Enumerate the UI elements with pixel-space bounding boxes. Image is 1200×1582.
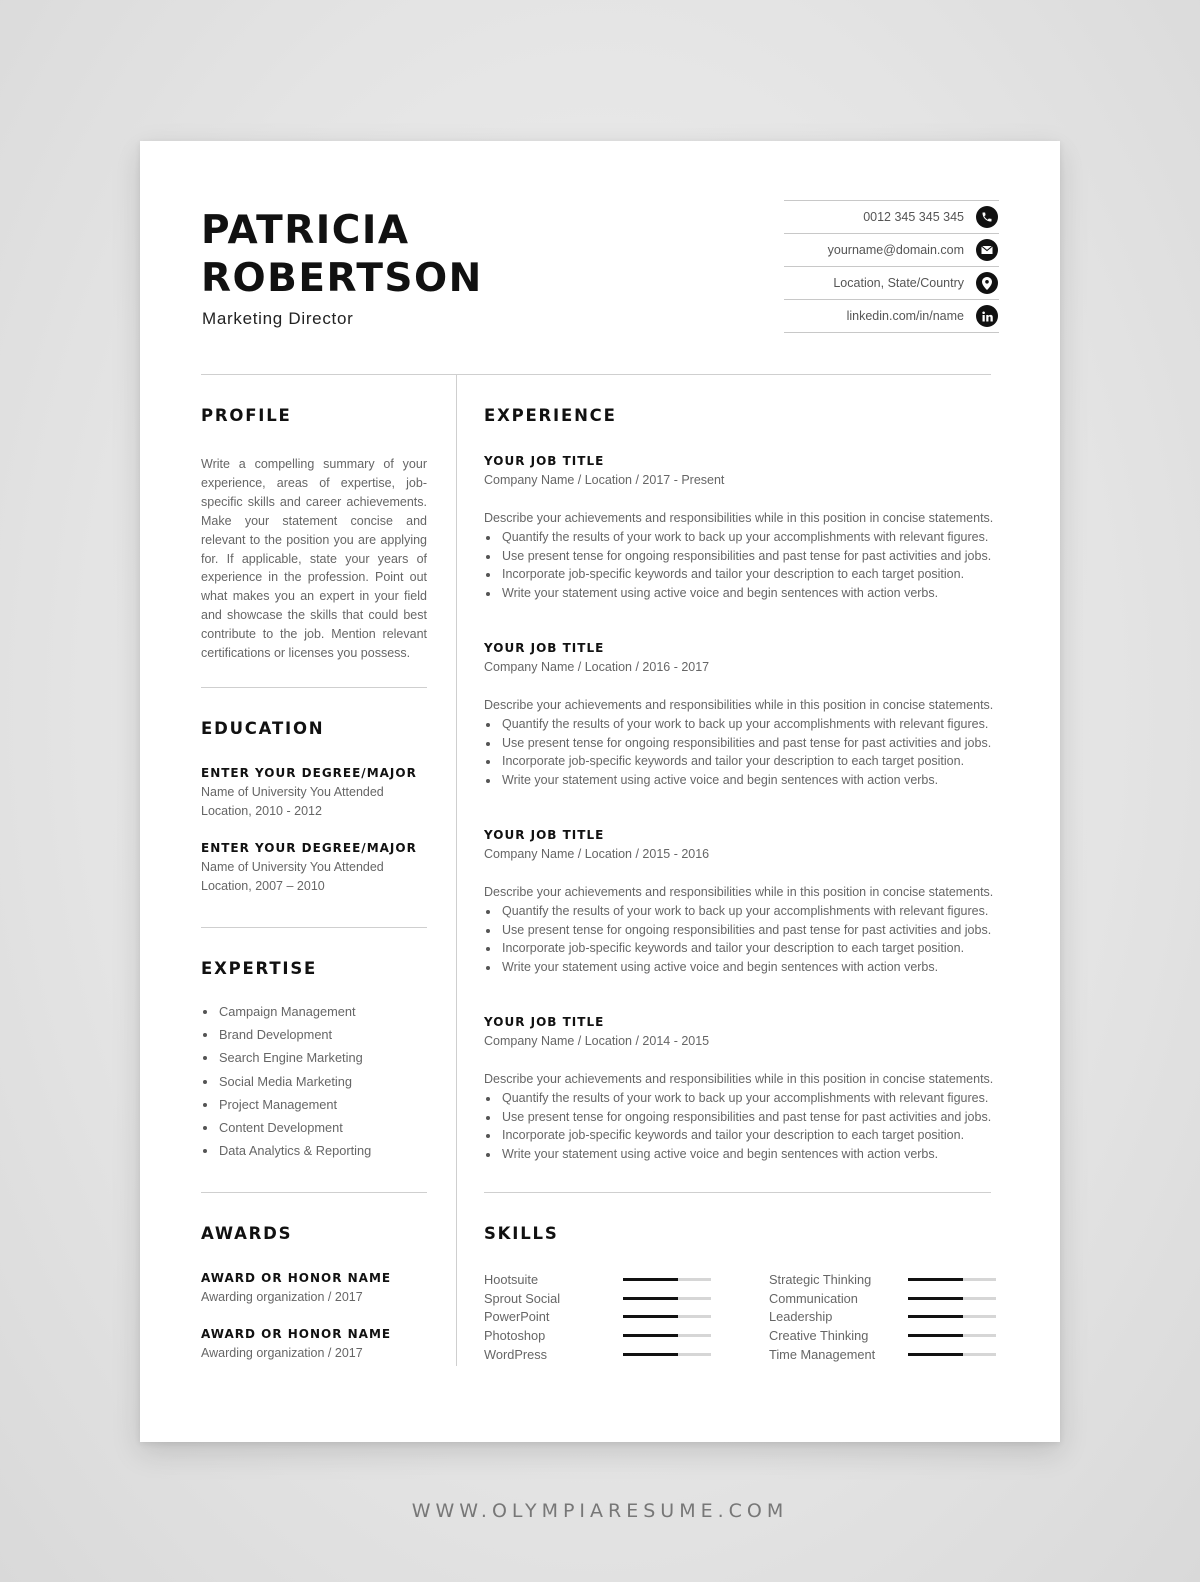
education-item [201,839,441,896]
skill-bar [908,1297,996,1300]
expertise-item: Search Engine Marketing [201,1049,441,1072]
job-entry-description: Describe your achievements and responsibilities while in this position in concise statements. [484,885,994,899]
skill-bar [908,1353,996,1356]
education-meta: Location, 2007 – 2010 [201,879,325,893]
skill-row [769,1345,996,1364]
expertise-divider [201,1192,427,1193]
expertise-list [201,1003,441,1165]
expertise-item: Project Management [201,1096,441,1119]
job-entry-description: Describe your achievements and responsibilities while in this position in concise statements. [484,511,994,525]
skill-bar [908,1278,996,1281]
skill-name: Sprout Social [484,1290,561,1306]
award-org: Awarding organization / 2017 [201,1346,363,1360]
header-divider [201,374,991,375]
job-bullet: Quantify the results of your work to back up your accomplishments with relevant figures. [484,902,1004,921]
profile-divider [201,687,427,688]
job-entry-company: Company Name / Location / 2014 - 2015 [484,1034,710,1048]
job-bullet: Use present tense for ongoing responsibilities and past tense for past activities and jobs. [484,1108,1004,1127]
skill-bar-fill [908,1278,963,1281]
skill-bar-fill [623,1297,678,1300]
job-entry [484,639,1004,790]
skill-name: Strategic Thinking [769,1271,872,1287]
education-divider [201,927,427,928]
last-name: ROBERTSON [201,256,483,301]
email-icon [976,239,998,261]
job-bullet: Quantify the results of your work to back up your accomplishments with relevant figures. [484,1089,1004,1108]
skill-name: Time Management [769,1347,876,1363]
skills-heading: SKILLS [484,1224,559,1243]
profile-text: Write a compelling summary of your experience, areas of expertise, job-specific skills and career achievements. Make your statement concise and relevant to the position you are applying for. If applicable, state your years of experience in the profession. Point out what makes you an expert in your field and showcase the skills that could best contribute to the job. Mention relevant certifications or licenses you possess. [201,457,427,661]
award-org: Awarding organization / 2017 [201,1290,363,1304]
skill-bar-fill [908,1334,963,1337]
skill-row [769,1326,996,1345]
job-entry-description: Describe your achievements and responsibilities while in this position in concise statements. [484,698,994,712]
skill-name: Communication [769,1290,858,1306]
job-bullet: Use present tense for ongoing responsibilities and past tense for past activities and jobs. [484,921,1004,940]
skill-row [484,1270,711,1289]
skill-row [484,1308,711,1327]
skill-row [484,1345,711,1364]
job-bullet: Incorporate job-specific keywords and tailor your description to each target position. [484,1126,1004,1145]
skill-name: Hootsuite [484,1271,539,1287]
expertise-item: Social Media Marketing [201,1073,441,1096]
awards-heading: AWARDS [201,1224,293,1243]
full-name [201,207,483,303]
job-entry [484,452,1004,603]
award-name: AWARD OR HONOR NAME [201,1271,392,1285]
job-entry-title: YOUR JOB TITLE [484,1015,605,1029]
award-item [201,1325,441,1363]
skill-bar [623,1315,711,1318]
degree: ENTER YOUR DEGREE/MAJOR [201,841,417,855]
contact-phone[interactable] [784,201,999,234]
job-bullet: Write your statement using active voice and begin sentences with action verbs. [484,1145,1004,1164]
skills-right-column [769,1270,996,1364]
education-meta: Location, 2010 - 2012 [201,804,322,818]
contact-list [784,200,999,333]
award-name: AWARD OR HONOR NAME [201,1327,392,1341]
job-entry-bullets [484,528,1004,603]
job-bullet: Write your statement using active voice and begin sentences with action verbs. [484,958,1004,977]
job-bullet: Incorporate job-specific keywords and tailor your description to each target position. [484,939,1004,958]
phone-icon [976,206,998,228]
skill-bar [623,1297,711,1300]
job-bullet: Write your statement using active voice and begin sentences with action verbs. [484,584,1004,603]
job-entry-title: YOUR JOB TITLE [484,641,605,655]
job-entry-description: Describe your achievements and responsibilities while in this position in concise statements. [484,1072,994,1086]
skill-bar [908,1334,996,1337]
skill-row [484,1289,711,1308]
contact-phone-text: 0012 345 345 345 [863,210,964,224]
job-bullet: Quantify the results of your work to back up your accomplishments with relevant figures. [484,715,1004,734]
contact-location[interactable] [784,267,999,300]
contact-location-text: Location, State/Country [833,276,964,290]
job-entry-bullets [484,715,1004,790]
skill-row [769,1270,996,1289]
experience-divider [484,1192,991,1193]
job-entry [484,826,1004,977]
first-name: PATRICIA [201,208,410,253]
skill-bar-fill [908,1315,963,1318]
school: Name of University You Attended [201,860,384,874]
job-entry-company: Company Name / Location / 2017 - Present [484,473,725,487]
job-bullet: Quantify the results of your work to back up your accomplishments with relevant figures. [484,528,1004,547]
skill-name: Leadership [769,1309,833,1325]
skill-bar-fill [623,1315,678,1318]
education-heading: EDUCATION [201,719,325,738]
profile-heading: PROFILE [201,406,292,425]
skill-bar-fill [623,1278,678,1281]
website-footer: WWW.OLYMPIARESUME.COM [411,1500,789,1522]
job-bullet: Use present tense for ongoing responsibilities and past tense for past activities and jobs. [484,547,1004,566]
experience-heading: EXPERIENCE [484,406,617,425]
degree: ENTER YOUR DEGREE/MAJOR [201,766,417,780]
skills-left-column [484,1270,711,1364]
expertise-item: Campaign Management [201,1003,441,1026]
skill-bar [908,1315,996,1318]
contact-linkedin-text: linkedin.com/in/name [846,309,964,323]
linkedin-icon [976,305,998,327]
expertise-item: Brand Development [201,1026,441,1049]
job-entry-title: YOUR JOB TITLE [484,828,605,842]
skill-bar [623,1353,711,1356]
skill-bar-fill [908,1297,963,1300]
skill-bar-fill [908,1353,963,1356]
job-entry-bullets [484,902,1004,977]
job-bullet: Write your statement using active voice and begin sentences with action verbs. [484,771,1004,790]
skill-bar-fill [623,1353,678,1356]
expertise-item: Content Development [201,1119,441,1142]
job-bullet: Use present tense for ongoing responsibilities and past tense for past activities and jobs. [484,734,1004,753]
expertise-heading: EXPERTISE [201,959,318,978]
job-title: Marketing Director [202,309,354,328]
skill-row [484,1326,711,1345]
skill-bar [623,1278,711,1281]
skill-name: Photoshop [484,1328,546,1344]
job-bullet: Incorporate job-specific keywords and tailor your description to each target position. [484,752,1004,771]
skill-name: Creative Thinking [769,1328,869,1344]
job-entry-bullets [484,1089,1004,1164]
job-entry [484,1013,1004,1164]
school: Name of University You Attended [201,785,384,799]
resume-page [140,141,1060,1442]
award-item [201,1269,441,1307]
skill-row [769,1289,996,1308]
expertise-item: Data Analytics & Reporting [201,1142,441,1165]
contact-email-text: yourname@domain.com [827,243,964,257]
contact-email[interactable] [784,234,999,267]
job-entry-title: YOUR JOB TITLE [484,454,605,468]
skill-bar [623,1334,711,1337]
job-bullet: Incorporate job-specific keywords and tailor your description to each target position. [484,565,1004,584]
skill-row [769,1308,996,1327]
education-item [201,764,441,821]
job-entry-company: Company Name / Location / 2015 - 2016 [484,847,710,861]
job-entry-company: Company Name / Location / 2016 - 2017 [484,660,710,674]
skill-bar-fill [623,1334,678,1337]
skill-name: WordPress [484,1347,548,1363]
contact-linkedin[interactable] [784,300,999,333]
column-divider [456,375,457,1366]
location-pin-icon [976,272,998,294]
skill-name: PowerPoint [484,1309,550,1325]
